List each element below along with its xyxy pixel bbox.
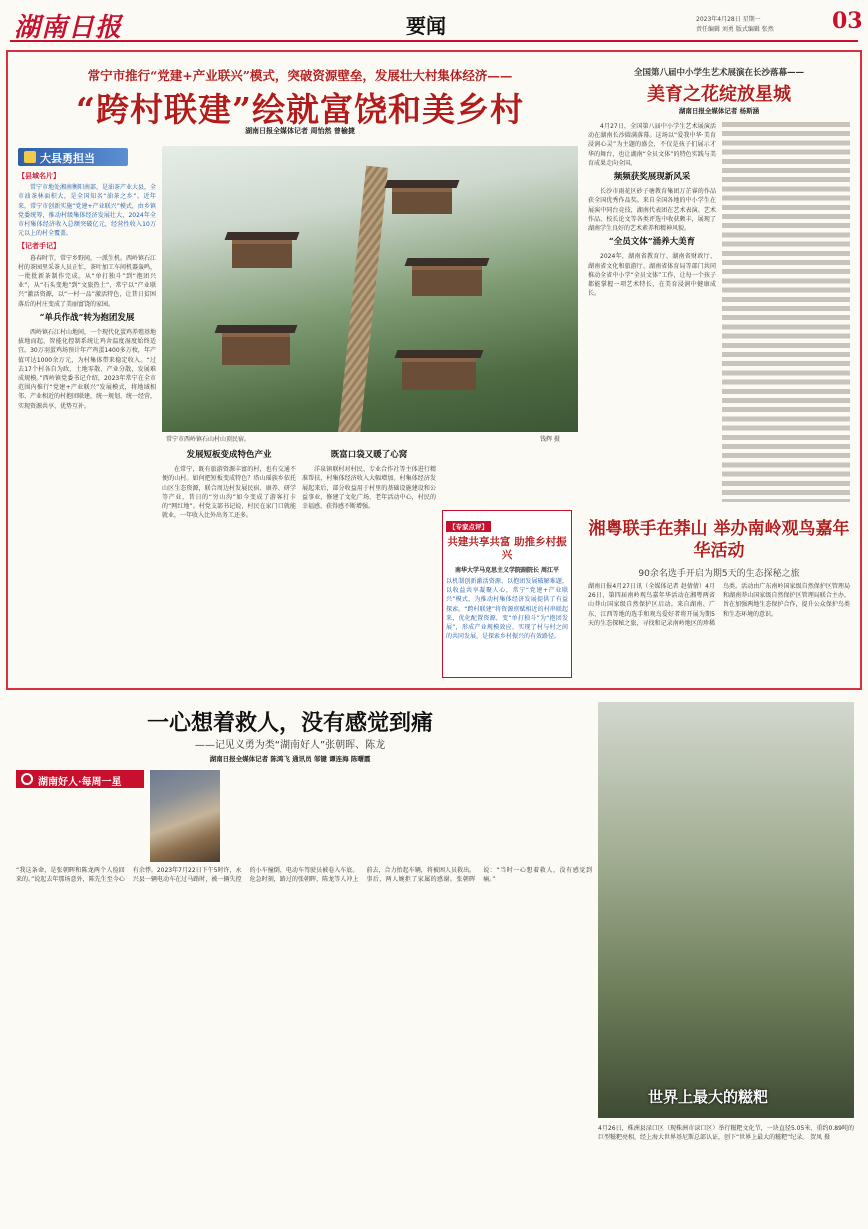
- paper-name: 湖南日报: [14, 13, 123, 43]
- lead-summary: [18, 172, 156, 632]
- badge-label: 湖南好人·每周一星: [38, 777, 122, 788]
- right-col-2: [722, 122, 850, 510]
- editors: 责任编辑 刘勇 版式编辑 张然: [696, 26, 774, 33]
- expert-title: 共建共享共富 助推乡村振兴: [447, 536, 567, 561]
- badge-label: 大县勇担当: [40, 152, 95, 165]
- bottom-photo-caption: 4月26日，株洲县渌口区（现株洲市渌口区）举行糍粑文化节，一块直径5.05米、重约0.89吨的巨型糍粑亮相，经上海大世界基尼斯总部认证，创下“世界上最大的糍粑”纪录。 贺凤 摄: [598, 1125, 854, 1142]
- section-body: 洋泉镇联村对村民、专业合作社等主体进行精准帮扶，村集体经济收入大幅增加。村集体经济发展起来后，部分收益用于村里的基础设施建设和公益事业，修建了文化广场、老年活动中心，村民的幸福感、获得感不断增强。: [302, 466, 436, 511]
- bottom-body: “我这条命，是张朝晖和陈龙两个人捡回来的。”说起去年那场意外，陈先生至今心有余悸。2023年7月22日下午5时许，永兴县一辆电动车在过马路时，被一辆失控的小车撞倒，电动车驾驶员被卷入车底。危急时刻，路过的张朝晖、陈龙等人冲上前去，合力抬起车辆，将被困人员救出。事后，两人婉拒了家属的感谢。张朝晖说：“当时一心想着救人，没有感觉到痛。”: [16, 867, 592, 884]
- photo-title: 世界上最大的糍粑: [648, 1088, 769, 1106]
- bottom-subhead: ——记见义勇为类“湖南好人”张朝晖、陈龙: [194, 740, 386, 751]
- masthead: [10, 6, 863, 43]
- right-headline: 美育之花绽放星城: [647, 84, 791, 105]
- photo-hut: [412, 264, 482, 296]
- middle-subhead: 90余名选手开启为期5天的生态探秘之旅: [638, 569, 800, 579]
- right-body: 长沙市雨花区砂子塘教育集团万芷睿的作品获全国优秀作品奖。来自全国各地的中小学生在展演中同台竞技，湖南代表团在艺术表演、艺术作品、校长论文等各类评选中收获颇丰，展现了湖南学生良好的艺术素养和精神风貌。: [588, 188, 716, 233]
- lead-byline: 湖南日报全媒体记者 周怡然 曾榆捷: [245, 127, 355, 135]
- photo-credit: 钱辉 摄: [540, 436, 560, 443]
- bottom-badge: [16, 770, 144, 788]
- lead-badge: [18, 148, 128, 166]
- expert-box: [442, 510, 572, 678]
- middle-headline: 湘粤联手在莽山 举办南岭观鸟嘉年华活动: [588, 519, 850, 561]
- expert-tag: 【专家点评】: [446, 521, 491, 532]
- lead-headline: “跨村联建”绘就富饶和美乡村: [76, 90, 524, 129]
- page-number: 03: [832, 8, 863, 34]
- photo-hut: [232, 238, 292, 268]
- section-heading: “单兵作战”转为抱团发展: [39, 312, 135, 323]
- bottom-photo: [598, 702, 854, 1118]
- right-body-continued: [722, 122, 850, 502]
- badge-icon: [21, 773, 33, 785]
- lead-kicker: 常宁市推行“党建+产业联兴”模式，突破资源壁垒，发展壮大村集体经济——: [87, 68, 513, 83]
- bottom-byline: 湖南日报全媒体记者 陈鸿飞 通讯员 邹键 谭连海 陈曙霞: [209, 755, 371, 763]
- photo-hut: [402, 356, 476, 390]
- photo-hut: [392, 186, 452, 214]
- photo-hut: [222, 331, 290, 365]
- section-heading: 既富口袋又暖了心窝: [330, 450, 408, 460]
- bottom-headline: 一心想着救人，没有感觉到痛: [146, 710, 433, 736]
- lead-col-3: [302, 446, 436, 682]
- right-body: 2024年，湖南省教育厅、湖南省财政厅、湖南省文化和旅游厅、湖南省体育局等部门共同推动全省中小学“全员文体”工作，让每一个孩子都能掌握一项艺术特长，在美育浸润中健康成长。: [588, 253, 716, 298]
- section-heading: 发展短板变成特色产业: [186, 450, 272, 460]
- expert-byline: 南华大学马克思主义学院副院长 周江平: [454, 567, 560, 574]
- photo-stairs: [338, 166, 388, 432]
- summary-tag: 【县域名片】: [18, 172, 60, 180]
- photo-caption: 常宁市西岭镇石山村山顶民宿。: [166, 436, 251, 443]
- notes-tag: 【记者手记】: [18, 242, 60, 251]
- right-kicker: 全国第八届中小学生艺术展演在长沙落幕——: [633, 68, 804, 78]
- right-subhead: “全员文体”涌养大美育: [608, 237, 696, 248]
- right-byline: 湖南日报全媒体记者 杨斯涵: [678, 107, 760, 115]
- lead-col-2: [162, 446, 296, 682]
- lead-photo: [162, 146, 578, 432]
- expert-body: 以机制创新激活资源、以抱团发展破解难题，以收益共享凝聚人心，常宁“党建+产业联兴”模式，为推动村集体经济发展提供了有益探索。“跨村联建”将资源禀赋相近的村串联起来，优化配置资源，变“单打独斗”为“抱团发展”，形成产业规模效应，实现了村与村之间的共同发展，是探索乡村振兴的有效路径。: [446, 578, 568, 641]
- middle-body: 湖南日报4月27日讯（全媒体记者 赵倩倩）4月26日，第四届南岭观鸟嘉年华活动在湘粤两省山莽山国家级自然保护区启动。来自湖南、广东、江西等地的选手和观鸟爱好者将开展为期5天的生态探秘之旅，寻找和记录南岭地区的珍稀鸟类。活动由广东南岭国家级自然保护区管理局和湖南莽山国家级自然保护区管理局联合主办，旨在加强两地生态保护合作，提升公众保护鸟类和生态环境的意识。: [588, 583, 850, 627]
- issue-date: 2023年4月28日 星期一: [696, 16, 761, 23]
- section-body: 西岭镇石江村山地间，一个现代化蛋鸡养殖基地拔地而起，智能化控制系统让鸡舍温度湿度始终适宜。30万羽蛋鸡场预计年产鸡蛋1400多万枚，年产值可达1000余万元，为村集体带来稳定收入。“过去17个村各自为政，土地零散、产业分散，发展难成规模。”西岭镇党委书记介绍，2023年常宁在全市范围内推行“党建+产业联兴”发展模式，将地域相邻、产业相近的村抱团联建，统一规划、统一经营，实现资源共享、优势互补。: [18, 329, 156, 410]
- summary-text: 常宁市地处湘南衡阳南部，是油茶产业大县，全市油茶林面积大，是全国知名“油茶之乡”。近年来，常宁市创新实施“党建+产业联兴”模式，由乡镇党委统筹，推动村级集体经济发展壮大，2024年全市村集体经济收入总额突破亿元，经营性收入10万元以上的村全覆盖。: [18, 184, 156, 238]
- badge-icon: [24, 151, 36, 163]
- section-body: 在常宁，既有旅游资源丰富的村，也有交通不便的山村。如何把短板变成特色？塔山瑶族乡依托山区生态资源，联合周边村发展民宿、康养、研学等产业，昔日的“穷山沟”如今变成了游客打卡的“网红地”。村党支部书记说，村民在家门口就能就业，一年收入比外出务工还多。: [162, 466, 296, 520]
- section-label: 要闻: [406, 14, 446, 38]
- right-col-1: [588, 122, 716, 510]
- right-subhead: 频频获奖展现新风采: [613, 172, 691, 183]
- notes-text: 暮春时节，常宁乡野间，一派生机。西岭镇石江村的茶园里采茶人员正忙，茶叶加工车间机器轰鸣，一批批新茶制作完成。从“单打独斗”到“抱团兴业”，从“石头变地”到“文旅热土”，常宁以“产业联兴”激活资源，以“一村一品”激活特色，让昔日贫困落后的村庄变成了美丽富饶的家园。: [18, 254, 156, 308]
- right-body: 4月27日，全国第八届中小学生艺术展演活动在湖南长沙圆满落幕。这场以“爱我中华·美育浸润心灵”为主题的盛会，不仅是孩子们展示才华的舞台，也让湖南“全员文体”的特色实践与美育成果走向全国。: [588, 123, 716, 167]
